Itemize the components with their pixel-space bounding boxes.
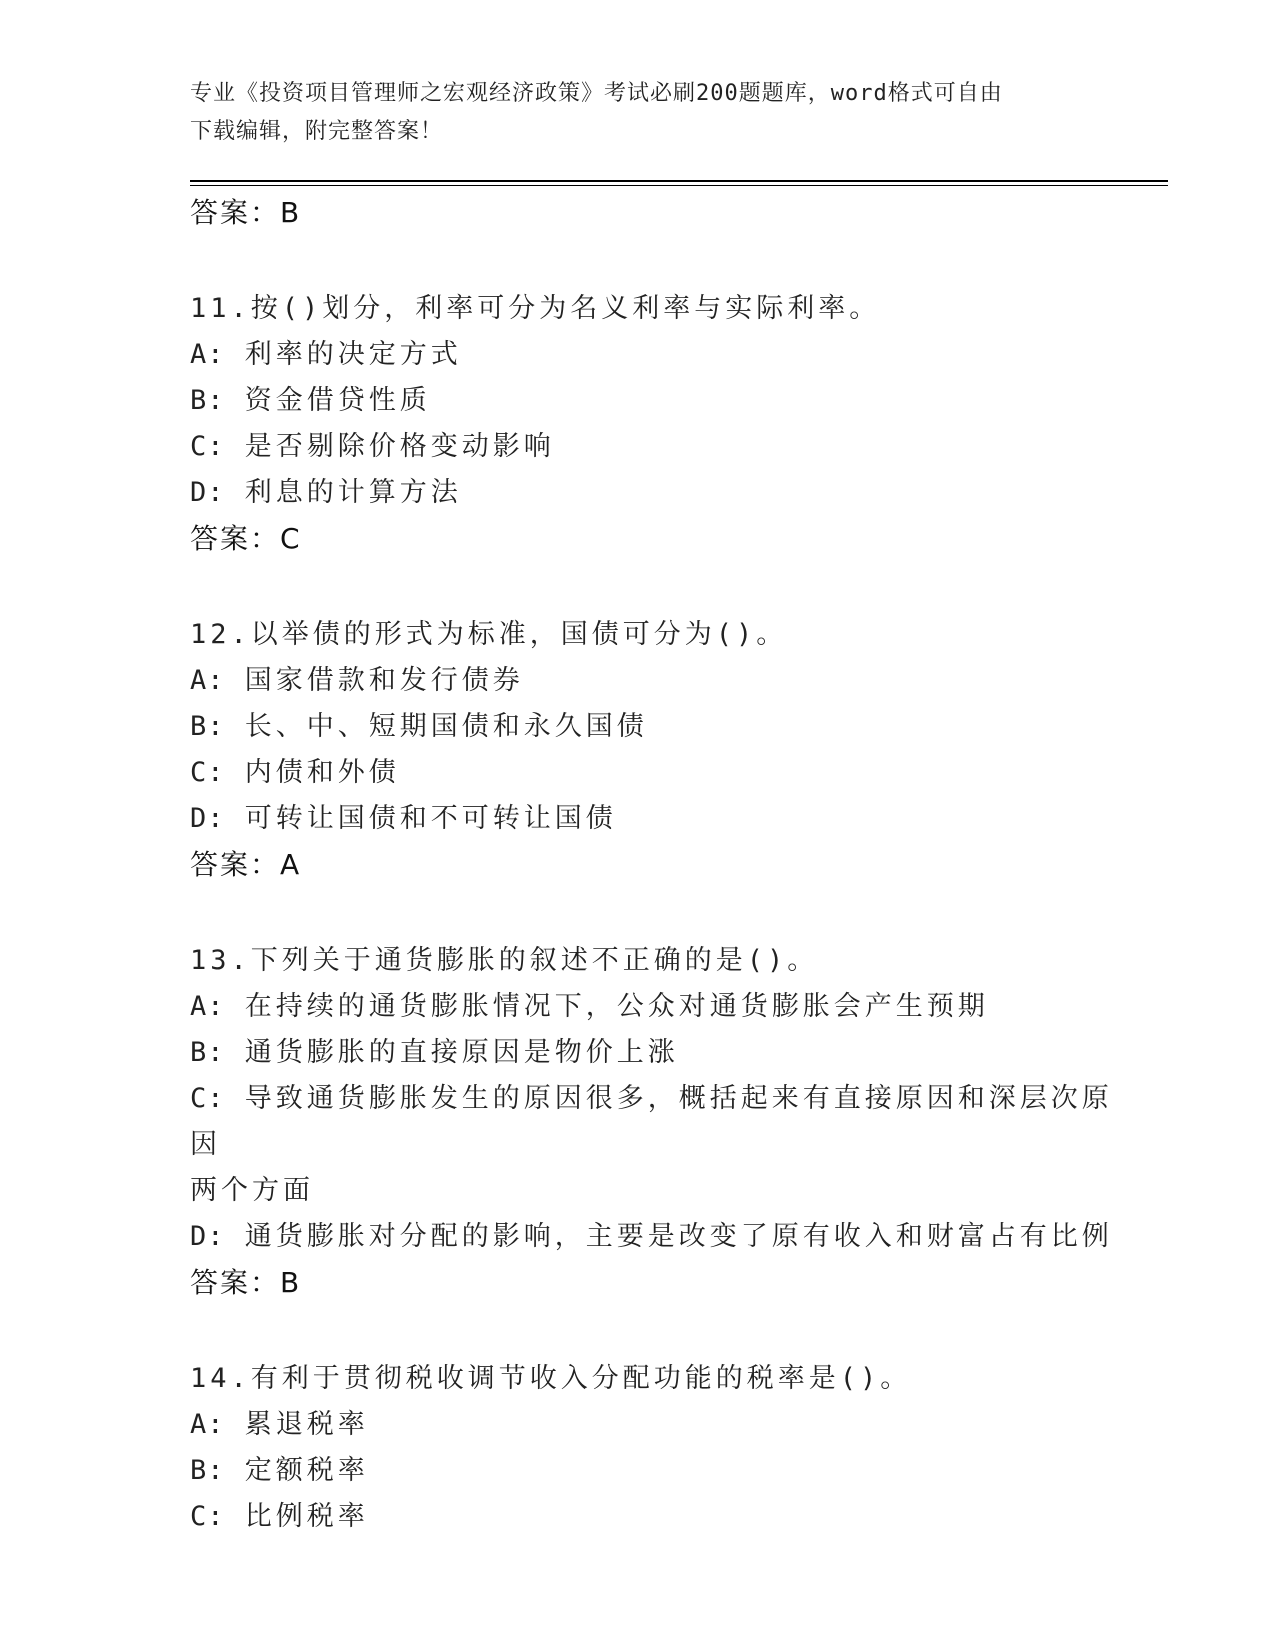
question-12: [190, 612, 1120, 888]
option-b: B: 通货膨胀的直接原因是物价上涨: [190, 1037, 679, 1068]
question-stem: 13.下列关于通货膨胀的叙述不正确的是()。: [190, 945, 819, 976]
option-a: A: 国家借款和发行债券: [190, 665, 524, 696]
option-b: B: 资金借贷性质: [190, 385, 431, 416]
option-c-continuation: 两个方面: [190, 1175, 314, 1206]
question-14: [190, 1356, 1120, 1540]
question-stem: 11.按()划分，利率可分为名义利率与实际利率。: [190, 293, 881, 324]
answer-line: 答案：B: [190, 196, 302, 229]
option-c: C: 比例税率: [190, 1501, 369, 1532]
question-13: [190, 938, 1120, 1306]
option-b: B: 定额税率: [190, 1455, 369, 1486]
question-11: [190, 286, 1120, 562]
option-c: C: 是否剔除价格变动影响: [190, 431, 555, 462]
question-stem: 12.以举债的形式为标准，国债可分为()。: [190, 619, 788, 650]
option-a: A: 在持续的通货膨胀情况下，公众对通货膨胀会产生预期: [190, 991, 989, 1022]
answer-line: 答案：A: [190, 848, 302, 881]
question-stem: 14.有利于贯彻税收调节收入分配功能的税率是()。: [190, 1363, 912, 1394]
header-line-1: 专业《投资项目管理师之宏观经济政策》考试必刷200题题库，word格式可自由: [190, 81, 1003, 106]
header-line-2: 下载编辑，附完整答案！: [190, 119, 444, 144]
option-d: D: 通货膨胀对分配的影响，主要是改变了原有收入和财富占有比例: [190, 1221, 1113, 1252]
answer-line: 答案：B: [190, 1266, 302, 1299]
question-list: [190, 190, 1120, 1540]
option-a: A: 利率的决定方式: [190, 339, 462, 370]
option-d: D: 利息的计算方法: [190, 477, 462, 508]
answer-line: 答案：C: [190, 522, 302, 555]
option-c: C: 内债和外债: [190, 757, 400, 788]
option-c: C: 导致通货膨胀发生的原因很多，概括起来有直接原因和深层次原因: [190, 1083, 1113, 1160]
option-d: D: 可转让国债和不可转让国债: [190, 803, 617, 834]
option-b: B: 长、中、短期国债和永久国债: [190, 711, 648, 742]
option-a: A: 累退税率: [190, 1409, 369, 1440]
header-rule-bottom: [190, 185, 1168, 186]
header-rule-top: [190, 180, 1168, 182]
document-header: [190, 75, 1090, 151]
